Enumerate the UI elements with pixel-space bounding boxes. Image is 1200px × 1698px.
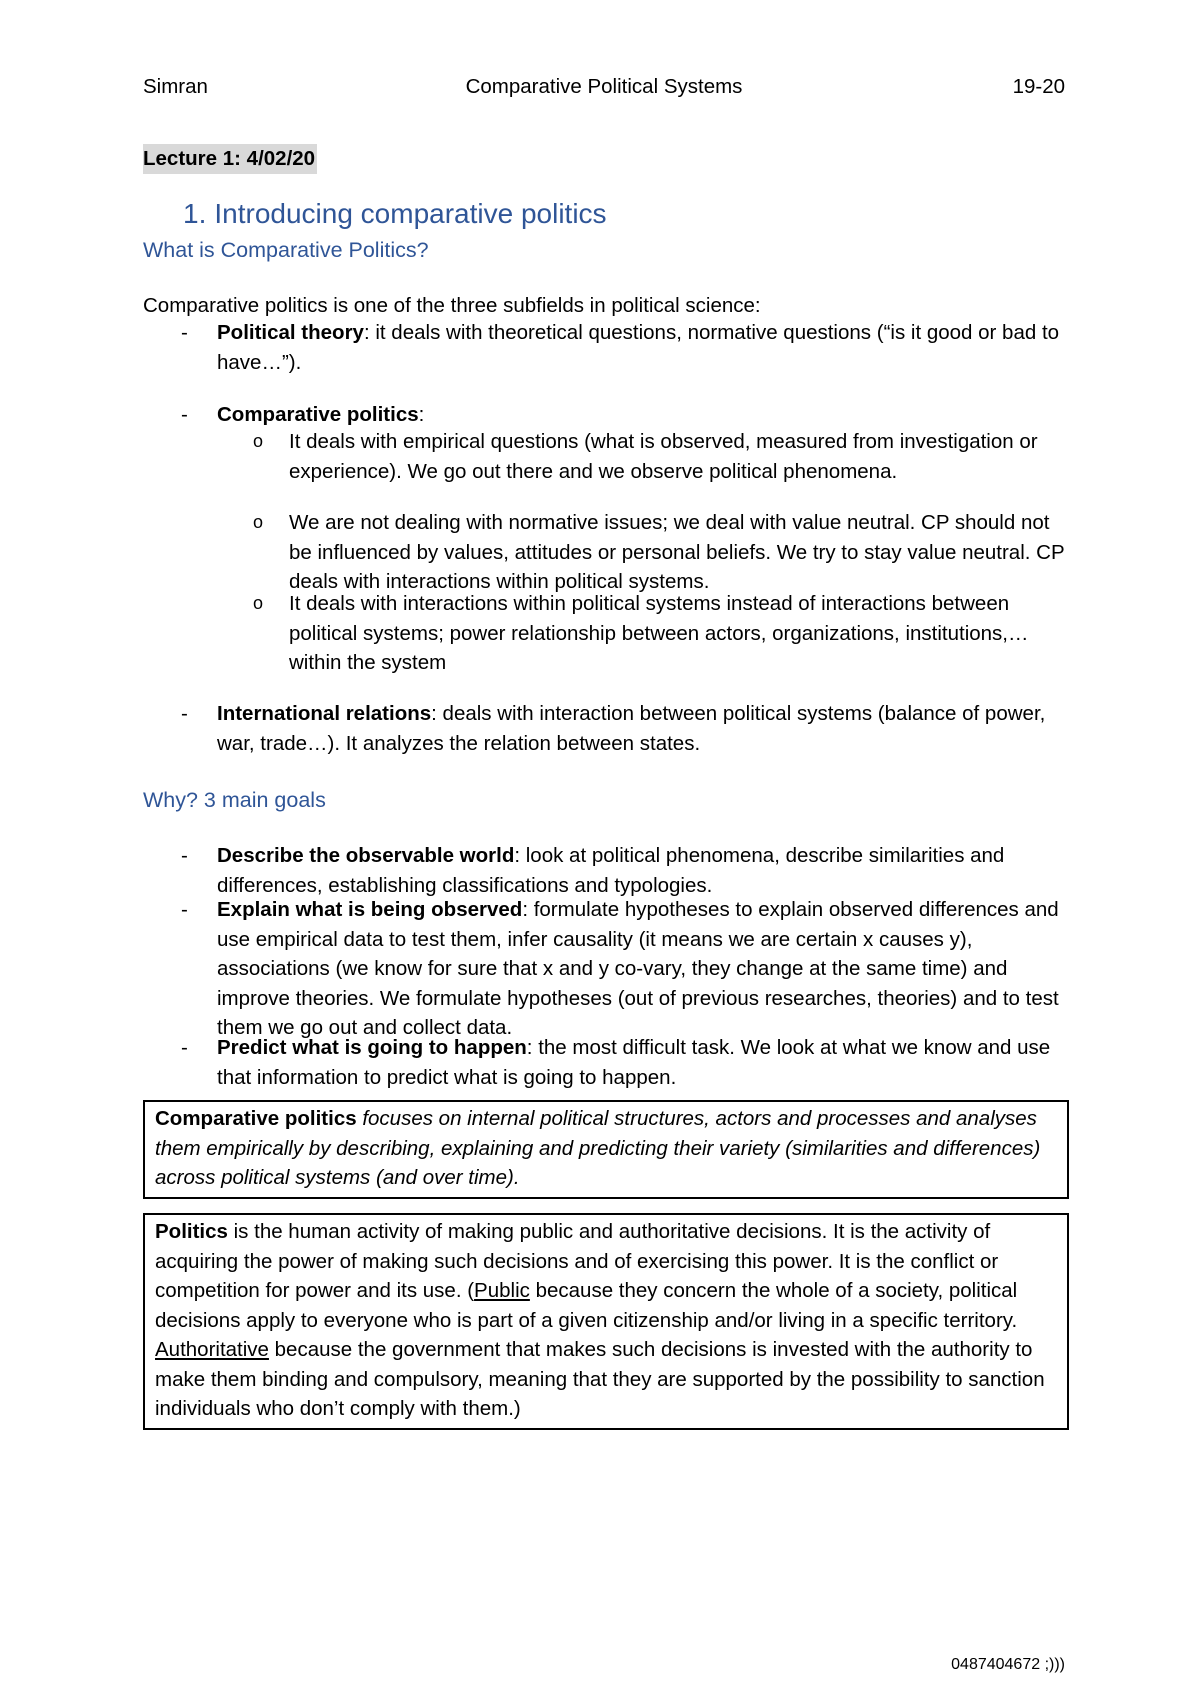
- box-term: Politics: [155, 1220, 228, 1243]
- box-text-part: because they concern the whole of a society, political decisions apply to everyone who is part of a given citizenship and/or living in a specific territory.: [155, 1279, 1018, 1332]
- sub-bullet-text: It deals with interactions within political systems instead of interactions between political systems; power relationship between actors, organizations, institutions,… within the system: [289, 592, 1029, 674]
- definition-box-comparative-politics: [143, 1100, 1069, 1199]
- box-definition: focuses on internal political structures, actors and processes and analyses them empirically by describing, explaining and predicting their variety (similarities and differences) across political systems (and over time).: [155, 1107, 1041, 1189]
- term-international-relations: International relations: [217, 702, 432, 725]
- heading-why-goals: Why? 3 main goals: [143, 788, 326, 812]
- dash-marker: -: [181, 1036, 188, 1059]
- dash-marker: -: [181, 321, 188, 344]
- circle-bullet-marker: o: [253, 512, 264, 532]
- page-header: [143, 72, 1065, 102]
- goal-text: [217, 895, 1065, 1043]
- goal-description: : formulate hypotheses to explain observed differences and use empirical data to test them, infer causality (it means we are certain x causes y), associations (we know for sure that x and y co-vary, they change at the same time) and improve theories. We formulate hypotheses (out of previous researches, theories) and to test them we go out and collect data.: [217, 898, 1059, 1039]
- box-text-part: because the government that makes such decisions is invested with the authority to make them binding and compulsory, meaning that they are supported by the possibility to sanction individuals who don’t comply with them.): [155, 1338, 1045, 1420]
- sub-bullet-text: It deals with empirical questions (what is observed, measured from investigation or experience). We go out there and we observe political phenomena.: [289, 430, 1038, 483]
- underlined-authoritative: Authoritative: [155, 1338, 269, 1361]
- term-comparative-politics: Comparative politics: [217, 403, 419, 426]
- heading-1-text: Introducing comparative politics: [214, 198, 607, 229]
- heading-what-is-cp: What is Comparative Politics?: [143, 238, 429, 262]
- circle-bullet-marker: o: [253, 593, 264, 613]
- page-footer: 0487404672 ;))): [951, 1656, 1065, 1673]
- circle-bullet-marker: o: [253, 431, 264, 451]
- political-theory-description: : it deals with theoretical questions, normative questions (“is it good or bad to have…”).: [217, 321, 1060, 374]
- international-relations-description: : deals with interaction between political systems (balance of power, war, trade…). It analyzes the relation between states.: [217, 702, 1046, 755]
- goal-term: Describe the observable world: [217, 844, 515, 867]
- lecture-label: Lecture 1: 4/02/20: [143, 144, 317, 174]
- dash-marker: -: [181, 403, 188, 426]
- dash-marker: -: [181, 898, 188, 921]
- goal-description: : look at political phenomena, describe similarities and differences, establishing classifications and typologies.: [217, 844, 1005, 897]
- sub-bullet-text: We are not dealing with normative issues; we deal with value neutral. CP should not be influenced by values, attitudes or personal beliefs. We try to stay value neutral. CP deals with interactions within political systems.: [289, 511, 1065, 593]
- header-year: 19-20: [1012, 75, 1065, 98]
- heading-1: [183, 199, 607, 229]
- box-text-part: is the human activity of making public and authoritative decisions. It is the activity of acquiring the power of making such decisions and of exercising this power. It is the conflict or competition for power and its use. (: [155, 1220, 999, 1302]
- goal-text: [217, 841, 1065, 900]
- box-term: Comparative politics: [155, 1107, 357, 1130]
- dash-marker: -: [181, 702, 188, 725]
- term-political-theory: Political theory: [217, 321, 364, 344]
- goal-description: : the most difficult task. We look at what we know and use that information to predict what is going to happen.: [217, 1036, 1051, 1089]
- header-author: Simran: [143, 75, 208, 98]
- goal-term: Predict what is going to happen: [217, 1036, 527, 1059]
- goal-text: [217, 1033, 1065, 1092]
- definition-box-politics: [143, 1213, 1069, 1430]
- heading-1-number: 1.: [183, 198, 207, 229]
- dash-marker: -: [181, 844, 188, 867]
- comparative-politics-colon: :: [418, 403, 425, 426]
- list-item-text: [217, 699, 1065, 758]
- underlined-public: Public: [474, 1279, 530, 1302]
- list-item-text: [217, 318, 1065, 377]
- goal-term: Explain what is being observed: [217, 898, 523, 921]
- list-item-text: [217, 400, 1065, 430]
- intro-paragraph: Comparative politics is one of the three subfields in political science:: [143, 294, 761, 317]
- header-course-title: Comparative Political Systems: [465, 75, 743, 98]
